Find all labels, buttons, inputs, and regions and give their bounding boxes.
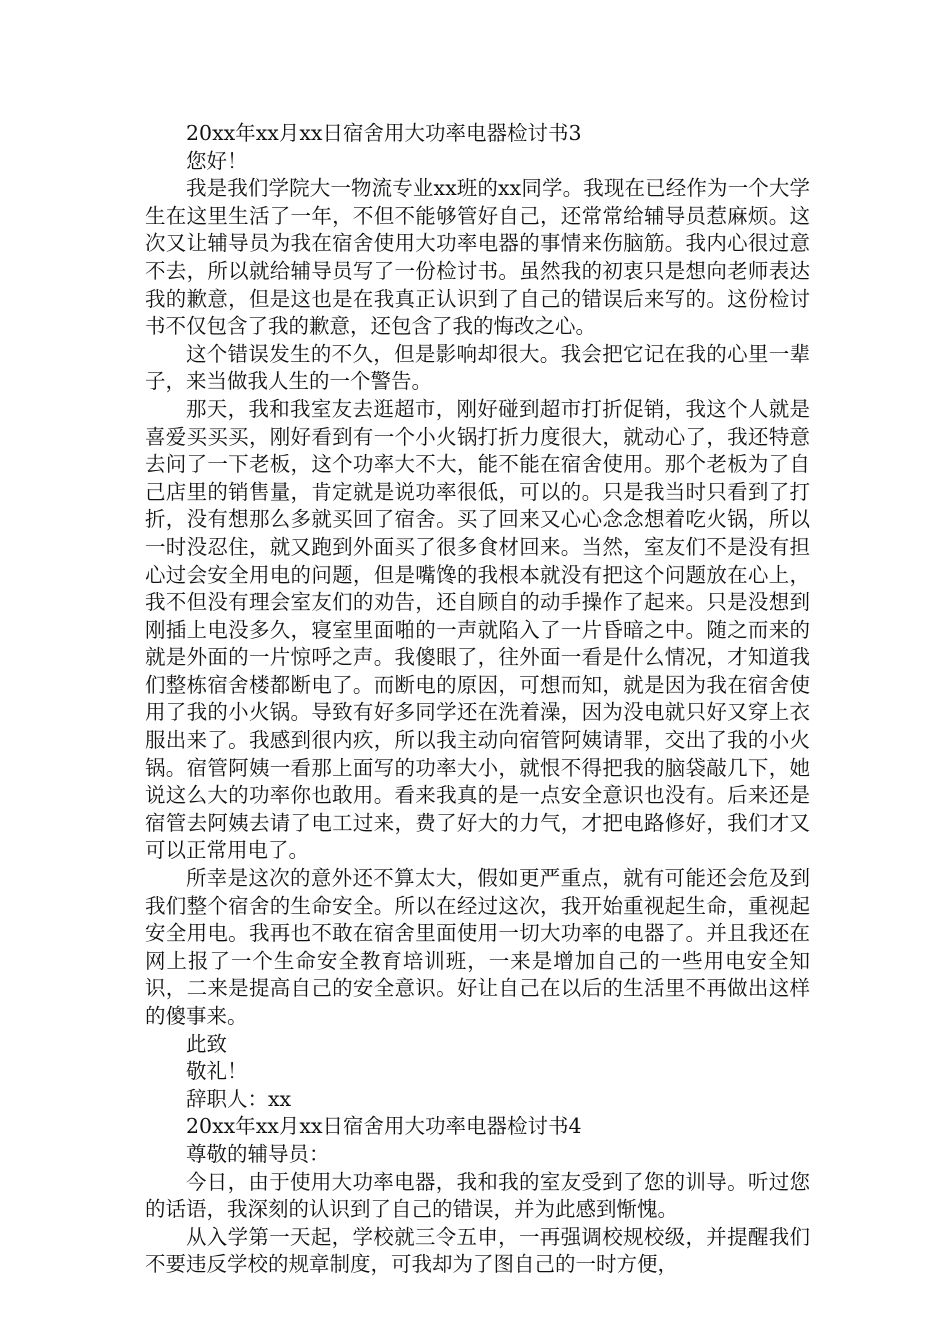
signature-line: 辞职人：xx bbox=[186, 1086, 292, 1111]
body-paragraph: 所幸是这次的意外还不算太大，假如更严重点，就有可能还会危及到我们整个宿舍的生命安全。所以在经过这次，我开始重视起生命，重视起安全用电。我再也不敢在宿舍里面使用一切大功率的电器了。并且我还在网上报了一个生命安全教育培训班，一来是增加自己的一些用电安全知识，二来是提高自己的安全意识。好让自己在以后的生活里不再做出这样的傻事来。 bbox=[145, 866, 810, 1028]
section-title-3: 20xx年xx月xx日宿舍用大功率电器检讨书3 bbox=[186, 121, 582, 145]
closing-respect: 敬礼！ bbox=[186, 1059, 248, 1084]
section-title-4: 20xx年xx月xx日宿舍用大功率电器检讨书4 bbox=[186, 1114, 582, 1139]
closing-salutation: 此致 bbox=[186, 1031, 227, 1056]
addressee-line: 尊敬的辅导员： bbox=[186, 1141, 330, 1166]
body-paragraph: 今日，由于使用大功率电器，我和我的室友受到了您的训导。听过您的话语，我深刻的认识到了自己的错误，并为此感到惭愧。 bbox=[145, 1169, 810, 1222]
body-paragraph: 那天，我和我室友去逛超市，刚好碰到超市打折促销，我这个人就是喜爱买买买，刚好看到有一个小火锅打折力度很大，就动心了，我还特意去问了一下老板，这个功率大不大，能不能在宿舍使用。那个老板为了自己店里的销售量，肯定就是说功率很低，可以的。只是我当时只看到了打折，没有想那么多就买回了宿舍。买了回来又心心念念想着吃火锅，所以一时没忍住，就又跑到外面买了很多食材回来。当然，室友们不是没有担心过会安全用电的问题，但是嘴馋的我根本就没有把这个问题放在心上，我不但没有理会室友们的劝告，还自顾自的动手操作了起来。只是没想到刚插上电没多久，寝室里面啪的一声就陷入了一片昏暗之中。随之而来的就是外面的一片惊呼之声。我傻眼了，往外面一看是什么情况，才知道我们整栋宿舍楼都断电了。而断电的原因，可想而知，就是因为我在宿舍使用了我的小火锅。导致有好多同学还在洗着澡，因为没电就只好又穿上衣服出来了。我感到很内疚，所以我主动向宿管阿姨请罪，交出了我的小火锅。宿管阿姨一看那上面写的功率大小，就恨不得把我的脑袋敲几下，她说这么大的功率你也敢用。看来我真的是一点安全意识也没有。后来还是宿管去阿姨去请了电工过来，费了好大的力气，才把电路修好，我们才又可以正常用电了。 bbox=[145, 396, 810, 863]
body-paragraph: 我是我们学院大一物流专业xx班的xx同学。我现在已经作为一个大学生在这里生活了一年，不但不能够管好自己，还常常给辅导员惹麻烦。这次又让辅导员为我在宿舍使用大功率电器的事情来伤脑筋。我内心很过意不去，所以就给辅导员写了一份检讨书。虽然我的初衷只是想向老师表达我的歉意，但是这也是在我真正认识到了自己的错误后来写的。这份检讨书不仅包含了我的歉意，还包含了我的悔改之心。 bbox=[145, 176, 810, 339]
body-paragraph: 这个错误发生的不久，但是影响却很大。我会把它记在我的心里一辈子，来当做我人生的一个警告。 bbox=[145, 341, 810, 394]
body-paragraph: 从入学第一天起，学校就三令五申，一再强调校规校级，并提醒我们不要违反学校的规章制度，可我却为了图自己的一时方便， bbox=[145, 1224, 810, 1277]
greeting-line: 您好！ bbox=[186, 148, 248, 173]
document-page bbox=[145, 120, 810, 1279]
